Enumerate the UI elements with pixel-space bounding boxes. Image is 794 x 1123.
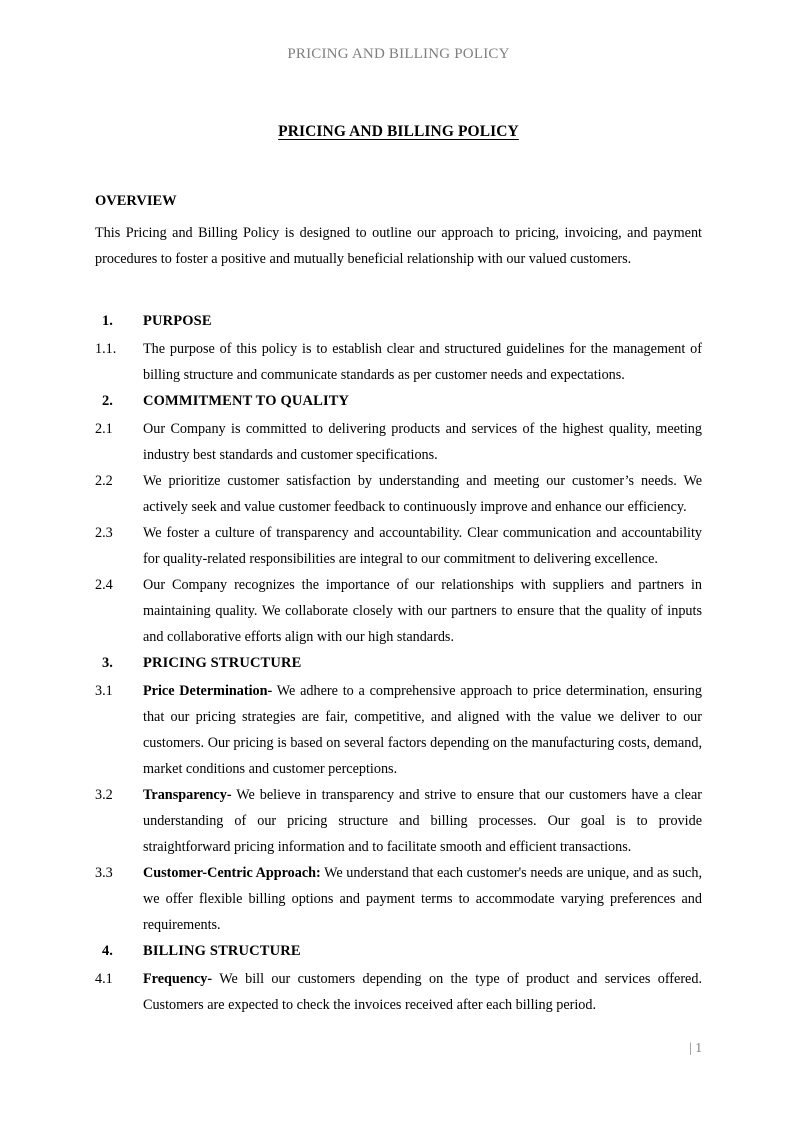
clause-number: 2.1 <box>95 420 113 437</box>
clause-number: 1.1. <box>95 340 117 357</box>
clause-number: 3.3 <box>95 864 113 881</box>
section-heading-row <box>95 938 702 965</box>
clause-body: We believe in transparency and strive to ensure that our customers have a clear understanding of our pricing structure and billing processes. Our goal is to provide straightforward pricing information and to facilitate smooth and efficient transactions. <box>143 786 702 855</box>
running-header: PRICING AND BILLING POLICY <box>287 46 510 62</box>
clause-text <box>143 572 702 650</box>
section-heading-row <box>95 650 702 677</box>
clause-text <box>143 520 702 572</box>
clause-text <box>143 860 702 938</box>
clause-lead-in: Frequency- <box>143 970 213 987</box>
section-title: COMMITMENT TO QUALITY <box>143 392 350 409</box>
clause-row <box>95 966 702 1018</box>
clause-body: Our Company recognizes the importance of our relationships with suppliers and partners in maintaining quality. We collaborate closely with our partners to ensure that the quality of inputs and collaborative efforts align with our high standards. <box>143 576 702 645</box>
numbered-sections <box>95 308 702 1018</box>
clause-number: 3.1 <box>95 682 113 699</box>
page-title-text: PRICING AND BILLING POLICY <box>278 123 519 140</box>
clause-number: 2.2 <box>95 472 113 489</box>
clause-number: 4.1 <box>95 970 113 987</box>
section-number: 1. <box>102 312 113 329</box>
section-title: PURPOSE <box>143 312 212 329</box>
clause-row <box>95 468 702 520</box>
document-body <box>95 122 702 1018</box>
clause-row <box>95 678 702 782</box>
clause-body: Our Company is committed to delivering products and services of the highest quality, meeting industry best standards and customer specifications. <box>143 420 702 463</box>
section-number: 3. <box>102 654 113 671</box>
page-number-footer: | 1 <box>689 1040 702 1055</box>
clause-body: We prioritize customer satisfaction by understanding and meeting our customer’s needs. We actively seek and value customer feedback to continuously improve and enhance our efficiency. <box>143 472 702 515</box>
clause-body: We understand that each customer's needs are unique, and as such, we offer flexible billing options and payment terms to accommodate varying preferences and requirements. <box>143 864 702 933</box>
clause-body: The purpose of this policy is to establish clear and structured guidelines for the management of billing structure and communicate standards as per customer needs and expectations. <box>143 340 702 383</box>
clause-number: 3.2 <box>95 786 113 803</box>
section-heading-row <box>95 308 702 335</box>
clause-row <box>95 336 702 388</box>
overview-paragraph: This Pricing and Billing Policy is designed to outline our approach to pricing, invoicing, and payment procedures to foster a positive and mutually beneficial relationship with our valued customers. <box>95 224 702 267</box>
clause-number: 2.4 <box>95 576 113 593</box>
clause-text <box>143 966 702 1018</box>
overview-heading: OVERVIEW <box>95 193 177 210</box>
clause-body: We adhere to a comprehensive approach to price determination, ensuring that our pricing strategies are fair, competitive, and aligned with the value we deliver to our customers. Our pricing is based on several factors depending on the manufacturing costs, demand, market conditions and customer perceptions. <box>143 682 702 777</box>
clause-row <box>95 782 702 860</box>
clause-number: 2.3 <box>95 524 113 541</box>
clause-text <box>143 416 702 468</box>
section-heading-row <box>95 388 702 415</box>
clause-text <box>143 468 702 520</box>
section-number: 4. <box>102 942 113 959</box>
clause-row <box>95 416 702 468</box>
clause-text <box>143 678 702 782</box>
clause-row <box>95 572 702 650</box>
clause-body: We bill our customers depending on the type of product and services offered. Customers are expected to check the invoices received after each billing period. <box>143 970 702 1013</box>
clause-text <box>143 336 702 388</box>
clause-body: We foster a culture of transparency and accountability. Clear communication and accountability for quality-related responsibilities are integral to our commitment to delivering excellence. <box>143 524 702 567</box>
section-number: 2. <box>102 392 113 409</box>
page-title <box>95 122 702 142</box>
spacer <box>95 272 702 308</box>
clause-lead-in: Transparency- <box>143 786 232 803</box>
clause-lead-in: Customer-Centric Approach: <box>143 864 321 881</box>
clause-text <box>143 782 702 860</box>
section-title: BILLING STRUCTURE <box>143 942 301 959</box>
clause-row <box>95 520 702 572</box>
section-title: PRICING STRUCTURE <box>143 654 302 671</box>
clause-row <box>95 860 702 938</box>
clause-lead-in: Price Determination- <box>143 682 273 699</box>
